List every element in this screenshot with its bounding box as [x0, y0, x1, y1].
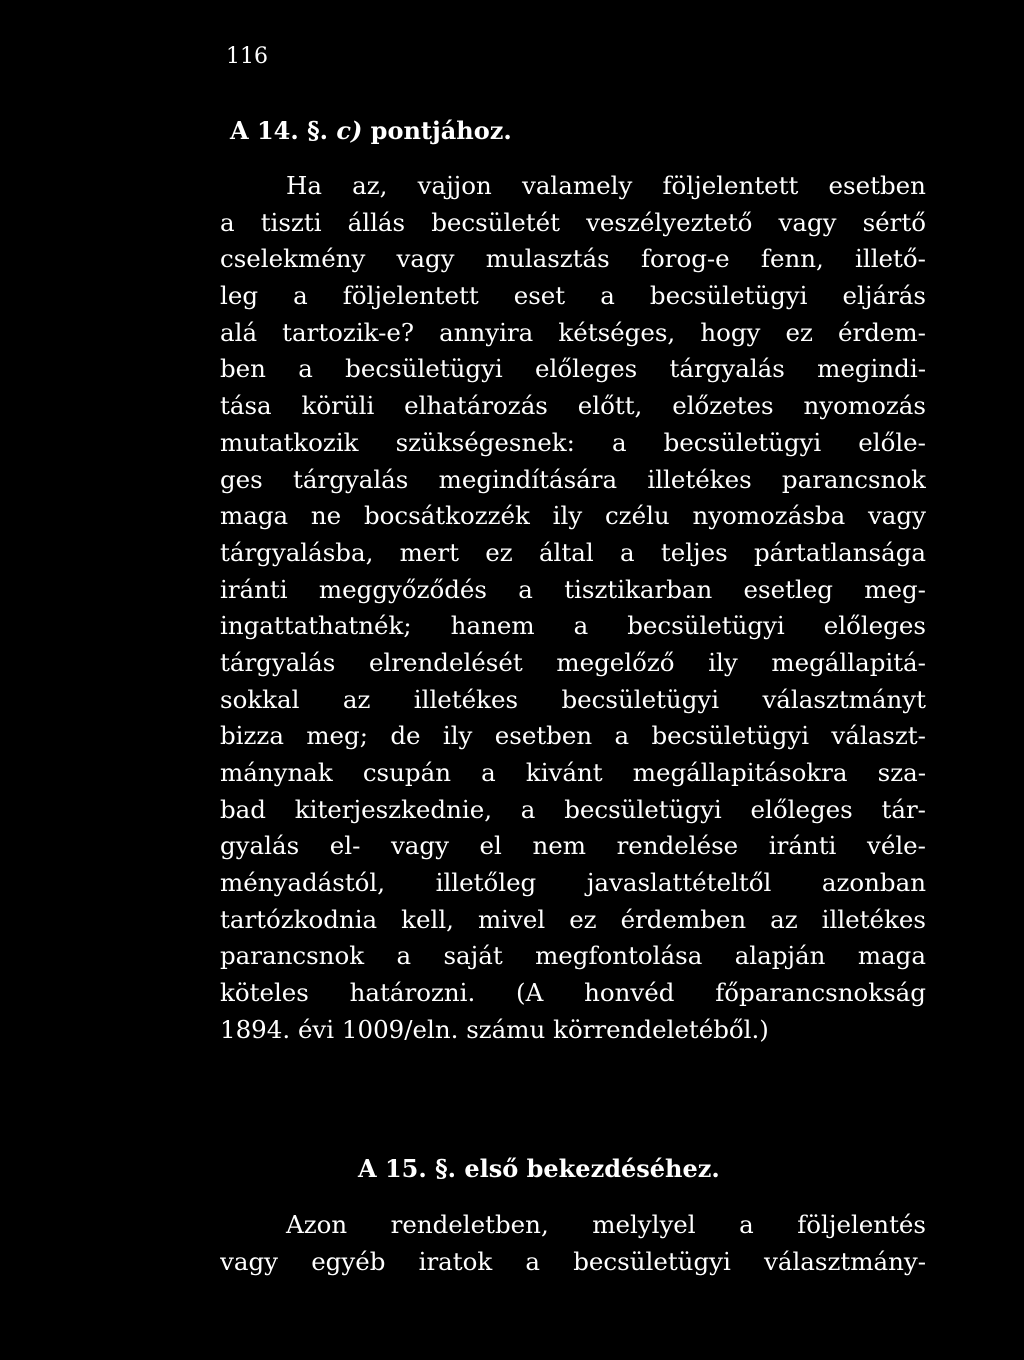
text-line [220, 755, 926, 792]
word: el- [329, 831, 361, 861]
word: eset [513, 281, 566, 311]
word: tárgyalásba, [220, 537, 374, 567]
word: illetékes [647, 464, 752, 494]
word: azonban [821, 868, 926, 898]
word: tiszti [260, 207, 322, 237]
word: becsületügyi [663, 427, 822, 457]
word: a [739, 1210, 754, 1239]
word: választmány- [764, 1246, 926, 1276]
word: iratok [418, 1246, 493, 1276]
word: ily [552, 501, 583, 531]
word: meggyőződés [318, 574, 488, 604]
word: nyomozás [803, 391, 926, 421]
word: a [611, 427, 627, 457]
word: választmányt [762, 684, 926, 714]
text-line [220, 278, 926, 315]
word: mivel [477, 904, 546, 934]
word: rendeletben, [390, 1210, 549, 1239]
word: saját [443, 941, 503, 971]
word: a [396, 941, 412, 971]
word: a [481, 758, 496, 787]
word: illető- [855, 244, 926, 274]
word: elhatározás [404, 391, 548, 421]
text-line [220, 865, 926, 902]
word: kivánt [525, 758, 603, 787]
word: évi [297, 1014, 342, 1044]
word: pártatlansága [754, 537, 926, 567]
word: maga [220, 501, 289, 531]
word: illetékes [413, 684, 519, 714]
word: a [619, 537, 635, 567]
word: följelentett [342, 281, 479, 311]
word: a [293, 281, 308, 311]
word: becsületügyi [561, 684, 720, 714]
word: illetőleg [435, 868, 537, 898]
word: tár- [881, 794, 926, 824]
word: tárgyalás [220, 647, 336, 677]
word: ez [485, 537, 513, 567]
word: a [600, 281, 615, 311]
word: forog-e [640, 244, 730, 274]
word: érdemben [620, 904, 747, 934]
word: cselekmény [220, 244, 366, 274]
word: számu [466, 1014, 554, 1044]
word: ben [220, 354, 266, 384]
text-line [220, 1207, 926, 1244]
text-line [220, 1244, 926, 1281]
word: előle- [858, 427, 926, 457]
word: vajjon [417, 171, 492, 200]
word: bocsátkozzék [363, 501, 530, 531]
word: becsületügyi [627, 611, 785, 641]
text-line [220, 792, 926, 829]
word: vagy [778, 207, 837, 237]
heading-prefix: A 15. §. [358, 1154, 465, 1183]
word: ne [310, 501, 342, 531]
word: a [525, 1246, 541, 1276]
word: eljárás [842, 281, 926, 311]
word: honvéd [584, 978, 675, 1008]
word: megindítására [438, 464, 618, 494]
word: az [342, 684, 371, 714]
word: becsületét [431, 207, 560, 237]
word: az [770, 904, 798, 934]
text-line [220, 351, 926, 388]
word: ményadástól, [220, 868, 386, 898]
word: tása [220, 391, 272, 421]
text-line [220, 498, 926, 535]
heading-prefix: A 14. §. [230, 116, 337, 145]
text-line [220, 975, 926, 1012]
text-line [220, 462, 926, 499]
word: érdem- [838, 317, 926, 347]
word: iránti [220, 574, 288, 604]
word: megfontolása [535, 941, 703, 971]
word: megállapitásokra [632, 758, 848, 787]
heading-italic: c) [336, 116, 363, 145]
word: ez [785, 317, 813, 347]
section-heading-15 [358, 1154, 720, 1184]
word: mulasztás [485, 244, 610, 274]
word: tartozik-e? [282, 317, 415, 347]
word: följelentett [662, 171, 799, 200]
word: alapján [734, 941, 826, 971]
text-line [220, 608, 926, 645]
word: ily [442, 721, 473, 751]
word: bad [220, 794, 266, 824]
word: esetleg [743, 574, 833, 604]
paragraph-14c [220, 168, 926, 1049]
word: tisztikarban [564, 574, 713, 604]
word: állás [347, 207, 406, 237]
word: nem [532, 831, 586, 861]
text-line [220, 535, 926, 572]
word: sértő [862, 207, 926, 237]
word: tartózkodnia [220, 904, 378, 934]
word: hogy [700, 317, 761, 347]
word: a [614, 721, 630, 751]
word: 1009/eln. [341, 1014, 467, 1044]
word: czélu [604, 501, 670, 531]
word: kell, [401, 904, 454, 934]
word: Ha [286, 171, 322, 200]
word: csupán [362, 758, 451, 787]
word: köteles [220, 978, 309, 1008]
word: a [298, 354, 313, 384]
word: ges [220, 464, 263, 494]
text-line [220, 425, 926, 462]
word: becsületügyi [651, 721, 810, 751]
word: veszélyeztető [586, 207, 753, 237]
paragraph-15 [220, 1207, 926, 1280]
word: becsületügyi [564, 794, 722, 824]
word: a [520, 794, 536, 824]
word: határozni. [349, 978, 476, 1008]
word: parancsnok [220, 941, 365, 971]
word: választ- [831, 721, 926, 751]
word: tárgyalás [293, 464, 409, 494]
word: elrendelését [368, 647, 523, 677]
word: vagy [390, 831, 449, 861]
heading-suffix: első bekezdéséhez. [464, 1154, 720, 1183]
word: megállapitá- [771, 647, 926, 677]
word: becsületügyi [345, 354, 503, 384]
text-line [220, 718, 926, 755]
word: szükségesnek: [395, 427, 575, 457]
text-line [220, 315, 926, 352]
word: mutatkozik [220, 427, 359, 457]
text-line [220, 388, 926, 425]
word: bizza [220, 721, 284, 751]
word: esetben [494, 721, 593, 751]
word: ez [569, 904, 597, 934]
text-line [220, 902, 926, 939]
word: de [390, 721, 421, 751]
word: parancsnok [781, 464, 926, 494]
word: rendelése [616, 831, 739, 861]
word: körüli [301, 391, 375, 421]
word: hanem [450, 611, 535, 641]
word: maga [857, 941, 926, 971]
word: fenn, [760, 244, 824, 274]
word: nyomozásba [692, 501, 846, 531]
word: kétséges, [558, 317, 676, 347]
text-line [220, 828, 926, 865]
text-line [220, 682, 926, 719]
section-heading-14 [230, 116, 512, 146]
word: sza- [877, 758, 926, 787]
word: a [518, 574, 533, 604]
word: esetben [828, 171, 926, 200]
word: Azon [286, 1210, 348, 1239]
word: följelentés [797, 1210, 926, 1239]
text-line [220, 205, 926, 242]
word: főparancsnokság [715, 978, 926, 1008]
word: 1894. [220, 1014, 298, 1044]
word: valamely [521, 171, 633, 200]
text-line [220, 572, 926, 609]
text-line [220, 241, 926, 278]
word: vagy [867, 501, 926, 531]
word: meg- [864, 574, 926, 604]
word: ingattathatnék; [220, 611, 412, 641]
word: teljes [660, 537, 728, 567]
word: megelőző [556, 647, 675, 677]
word: mert [399, 537, 459, 567]
word: vagy [396, 244, 455, 274]
word: előleges [823, 611, 926, 641]
word: előtt, [577, 391, 643, 421]
word: körrendeletéből.) [553, 1014, 769, 1044]
word: (A [516, 978, 544, 1008]
word: egyéb [311, 1246, 386, 1276]
word: becsületügyi [649, 281, 808, 311]
word: előzetes [672, 391, 774, 421]
word: előleges [750, 794, 853, 824]
word: sokkal [220, 684, 300, 714]
word: véle- [867, 831, 926, 861]
word: mánynak [220, 758, 333, 787]
text-line [220, 1012, 926, 1049]
text-line [220, 168, 926, 205]
word: megindi- [817, 354, 926, 384]
heading-suffix: pontjához. [362, 116, 512, 145]
word: az, [352, 171, 388, 200]
word: kiterjeszkednie, [294, 794, 493, 824]
word: gyalás [220, 831, 300, 861]
word: tárgyalás [669, 354, 785, 384]
word: a [220, 207, 235, 237]
word: iránti [768, 831, 837, 861]
word: által [538, 537, 594, 567]
word: melylyel [592, 1210, 696, 1239]
text-line [220, 645, 926, 682]
page-number: 116 [226, 44, 268, 69]
word: vagy [220, 1246, 278, 1276]
word: el [479, 831, 502, 861]
word: előleges [535, 354, 638, 384]
word: a [573, 611, 589, 641]
word: illetékes [821, 904, 926, 934]
word: leg [220, 281, 259, 311]
word: alá [220, 317, 258, 347]
word: ily [708, 647, 738, 677]
word: annyira [439, 317, 534, 347]
text-line [220, 938, 926, 975]
word: becsületügyi [573, 1246, 731, 1276]
word: javaslattételtől [586, 868, 772, 898]
word: meg; [306, 721, 368, 751]
